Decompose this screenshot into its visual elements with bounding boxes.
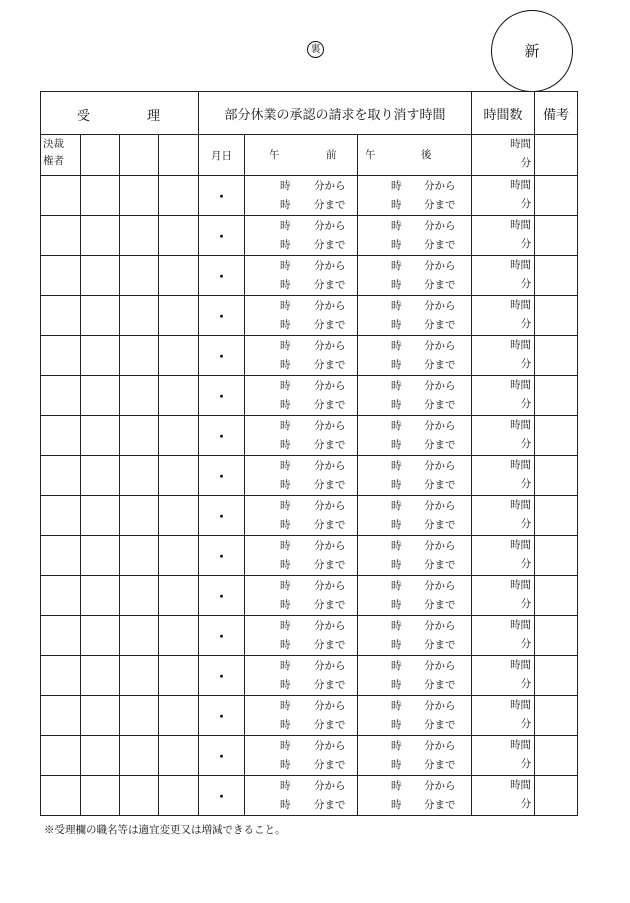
approver-cell[interactable]: [81, 736, 120, 776]
hours-cell[interactable]: 時間 分: [472, 456, 535, 496]
date-cell[interactable]: ・: [199, 416, 245, 456]
hours-cell[interactable]: 時間 分: [472, 736, 535, 776]
approver-cell[interactable]: [41, 256, 81, 296]
remarks-cell[interactable]: [535, 576, 578, 616]
table-row: [41, 736, 578, 776]
approver-cell[interactable]: [159, 616, 199, 656]
am-time-cell[interactable]: 時 分から 時 分まで: [245, 496, 358, 536]
remarks-cell[interactable]: [535, 776, 578, 816]
date-cell[interactable]: ・: [199, 176, 245, 216]
pm-time-cell[interactable]: 時 分から 時 分まで: [358, 656, 472, 696]
date-cell[interactable]: ・: [199, 616, 245, 656]
approver-cell[interactable]: [120, 616, 159, 656]
am-time-cell[interactable]: 時 分から 時 分まで: [245, 416, 358, 456]
hours-header: 時間数: [472, 92, 535, 135]
date-cell[interactable]: ・: [199, 336, 245, 376]
approver-cell[interactable]: [159, 496, 199, 536]
approver-cell[interactable]: [81, 656, 120, 696]
pm-time-cell[interactable]: 時 分から 時 分まで: [358, 576, 472, 616]
approver-cell[interactable]: [81, 296, 120, 336]
remarks-cell[interactable]: [535, 456, 578, 496]
am-time-cell[interactable]: 時 分から 時 分まで: [245, 656, 358, 696]
approver-cell[interactable]: [81, 336, 120, 376]
pm-time-cell[interactable]: 時 分から 時 分まで: [358, 296, 472, 336]
remarks-cell[interactable]: [535, 135, 578, 176]
footnote: ※受理欄の職名等は適宜変更又は増減できること。: [44, 824, 286, 836]
new-stamp: 新: [491, 10, 573, 92]
entry-rows: [41, 176, 578, 816]
approver-cell[interactable]: [159, 576, 199, 616]
am-time-cell[interactable]: 時 分から 時 分まで: [245, 176, 358, 216]
approver-cell[interactable]: [159, 736, 199, 776]
remarks-cell[interactable]: [535, 176, 578, 216]
remarks-cell[interactable]: [535, 376, 578, 416]
hours-cell[interactable]: 時間 分: [472, 216, 535, 256]
hours-cell[interactable]: 時間 分: [472, 296, 535, 336]
pm-time-cell[interactable]: 時 分から 時 分まで: [358, 416, 472, 456]
pm-time-cell[interactable]: 時 分から 時 分まで: [358, 216, 472, 256]
approver-cell[interactable]: [41, 456, 81, 496]
pm-time-cell[interactable]: 時 分から 時 分まで: [358, 456, 472, 496]
hours-cell[interactable]: 時間 分: [472, 776, 535, 816]
pm-time-cell[interactable]: 時 分から 時 分まで: [358, 696, 472, 736]
pm-time-cell[interactable]: 時 分から 時 分まで: [358, 496, 472, 536]
am-time-cell[interactable]: 時 分から 時 分まで: [245, 536, 358, 576]
date-cell[interactable]: ・: [199, 776, 245, 816]
approver-cell[interactable]: [81, 176, 120, 216]
approver-cell[interactable]: [120, 336, 159, 376]
approver-cell[interactable]: [159, 776, 199, 816]
date-cell[interactable]: ・: [199, 296, 245, 336]
approver-cell[interactable]: [41, 576, 81, 616]
am-time-cell[interactable]: 時 分から 時 分まで: [245, 616, 358, 656]
approver-cell[interactable]: [159, 456, 199, 496]
approver-cell[interactable]: [120, 456, 159, 496]
table-row: [41, 776, 578, 816]
hours-cell[interactable]: 時間 分: [472, 336, 535, 376]
date-cell[interactable]: ・: [199, 536, 245, 576]
approver-cell[interactable]: [41, 176, 81, 216]
title-header: 部分休業の承認の請求を取り消す時間: [199, 92, 472, 135]
approver-cell[interactable]: [41, 216, 81, 256]
approver-cell[interactable]: [159, 536, 199, 576]
approver-cell[interactable]: [81, 416, 120, 456]
approver-cell[interactable]: [41, 776, 81, 816]
remarks-cell[interactable]: [535, 256, 578, 296]
approver-cell[interactable]: [159, 696, 199, 736]
approver-cell[interactable]: [120, 376, 159, 416]
date-cell[interactable]: ・: [199, 576, 245, 616]
approver-cell[interactable]: [120, 416, 159, 456]
approver-cell[interactable]: [41, 336, 81, 376]
approver-cell[interactable]: [81, 256, 120, 296]
date-cell[interactable]: ・: [199, 696, 245, 736]
hours-cell[interactable]: 時間 分: [472, 416, 535, 456]
approver-cell[interactable]: [81, 456, 120, 496]
subheader-row: [41, 135, 578, 176]
remarks-cell[interactable]: [535, 496, 578, 536]
table-row: [41, 496, 578, 536]
approver-cell[interactable]: [120, 696, 159, 736]
approver-cell[interactable]: [81, 496, 120, 536]
kessai-label: 決裁 権者: [41, 135, 81, 176]
date-cell[interactable]: ・: [199, 376, 245, 416]
approver-cell[interactable]: [159, 376, 199, 416]
approver-cell[interactable]: [41, 496, 81, 536]
remarks-cell[interactable]: [535, 216, 578, 256]
hours-cell[interactable]: 時間 分: [472, 616, 535, 656]
am-time-cell[interactable]: 時 分から 時 分まで: [245, 736, 358, 776]
approver-cell[interactable]: [41, 736, 81, 776]
am-time-cell[interactable]: 時 分から 時 分まで: [245, 336, 358, 376]
approver-cell[interactable]: [120, 256, 159, 296]
date-cell[interactable]: ・: [199, 736, 245, 776]
table-row: [41, 296, 578, 336]
date-cell[interactable]: ・: [199, 456, 245, 496]
remarks-cell[interactable]: [535, 296, 578, 336]
remarks-cell[interactable]: [535, 736, 578, 776]
hours-cell[interactable]: 時間 分: [472, 536, 535, 576]
table-row: [41, 576, 578, 616]
approver-cell[interactable]: [120, 656, 159, 696]
approver-cell[interactable]: [120, 496, 159, 536]
approver-cell[interactable]: [159, 416, 199, 456]
hours-unit-header: 時間 分: [472, 135, 535, 176]
approver-cell[interactable]: [120, 176, 159, 216]
hours-cell[interactable]: 時間 分: [472, 256, 535, 296]
approver-cell[interactable]: [159, 216, 199, 256]
table-row: [41, 336, 578, 376]
remarks-header: 備考: [535, 92, 578, 135]
header-row: [41, 92, 578, 135]
approver-cell[interactable]: [159, 256, 199, 296]
pm-header: 午 後: [358, 135, 472, 176]
pm-time-cell[interactable]: 時 分から 時 分まで: [358, 536, 472, 576]
am-time-cell[interactable]: 時 分から 時 分まで: [245, 776, 358, 816]
approver-cell[interactable]: [81, 776, 120, 816]
approver-cell[interactable]: [81, 135, 120, 176]
am-time-cell[interactable]: 時 分から 時 分まで: [245, 576, 358, 616]
approver-cell[interactable]: [120, 135, 159, 176]
table-row: [41, 176, 578, 216]
table-row: [41, 456, 578, 496]
approver-cell[interactable]: [120, 536, 159, 576]
am-time-cell[interactable]: 時 分から 時 分まで: [245, 696, 358, 736]
month-day-header: 月日: [199, 135, 245, 176]
pm-time-cell[interactable]: 時 分から 時 分まで: [358, 256, 472, 296]
approver-cell[interactable]: [41, 416, 81, 456]
approver-cell[interactable]: [159, 135, 199, 176]
hours-cell[interactable]: 時間 分: [472, 656, 535, 696]
uketsuke-header: 受 理: [41, 92, 199, 135]
remarks-cell[interactable]: [535, 336, 578, 376]
remarks-cell[interactable]: [535, 616, 578, 656]
am-time-cell[interactable]: 時 分から 時 分まで: [245, 296, 358, 336]
approver-cell[interactable]: [41, 296, 81, 336]
approver-cell[interactable]: [41, 376, 81, 416]
ura-mark: 裏: [307, 41, 324, 58]
pm-time-cell[interactable]: 時 分から 時 分まで: [358, 736, 472, 776]
pm-time-cell[interactable]: 時 分から 時 分まで: [358, 776, 472, 816]
table-row: [41, 616, 578, 656]
table-row: [41, 656, 578, 696]
date-cell[interactable]: ・: [199, 496, 245, 536]
hours-cell[interactable]: 時間 分: [472, 696, 535, 736]
date-cell[interactable]: ・: [199, 656, 245, 696]
hours-cell[interactable]: 時間 分: [472, 576, 535, 616]
table-row: [41, 216, 578, 256]
table-row: [41, 696, 578, 736]
approver-cell[interactable]: [81, 216, 120, 256]
am-time-cell[interactable]: 時 分から 時 分まで: [245, 216, 358, 256]
table-row: [41, 416, 578, 456]
pm-time-cell[interactable]: 時 分から 時 分まで: [358, 616, 472, 656]
approver-cell[interactable]: [159, 656, 199, 696]
approver-cell[interactable]: [81, 616, 120, 656]
approver-cell[interactable]: [81, 576, 120, 616]
cancellation-form-table: [40, 91, 578, 816]
hours-cell[interactable]: 時間 分: [472, 496, 535, 536]
approver-cell[interactable]: [159, 296, 199, 336]
approver-cell[interactable]: [120, 296, 159, 336]
table-row: [41, 256, 578, 296]
approver-cell[interactable]: [41, 616, 81, 656]
table-row: [41, 536, 578, 576]
am-time-cell[interactable]: 時 分から 時 分まで: [245, 456, 358, 496]
approver-cell[interactable]: [120, 776, 159, 816]
am-time-cell[interactable]: 時 分から 時 分まで: [245, 376, 358, 416]
approver-cell[interactable]: [41, 696, 81, 736]
am-header: 午 前: [245, 135, 358, 176]
date-cell[interactable]: ・: [199, 256, 245, 296]
approver-cell[interactable]: [81, 536, 120, 576]
approver-cell[interactable]: [120, 576, 159, 616]
approver-cell[interactable]: [159, 336, 199, 376]
am-time-cell[interactable]: 時 分から 時 分まで: [245, 256, 358, 296]
remarks-cell[interactable]: [535, 536, 578, 576]
hours-cell[interactable]: 時間 分: [472, 176, 535, 216]
approver-cell[interactable]: [120, 736, 159, 776]
pm-time-cell[interactable]: 時 分から 時 分まで: [358, 176, 472, 216]
remarks-cell[interactable]: [535, 696, 578, 736]
approver-cell[interactable]: [120, 216, 159, 256]
approver-cell[interactable]: [81, 696, 120, 736]
table-row: [41, 376, 578, 416]
approver-cell[interactable]: [41, 656, 81, 696]
approver-cell[interactable]: [81, 376, 120, 416]
hours-cell[interactable]: 時間 分: [472, 376, 535, 416]
approver-cell[interactable]: [41, 536, 81, 576]
pm-time-cell[interactable]: 時 分から 時 分まで: [358, 376, 472, 416]
remarks-cell[interactable]: [535, 656, 578, 696]
date-cell[interactable]: ・: [199, 216, 245, 256]
pm-time-cell[interactable]: 時 分から 時 分まで: [358, 336, 472, 376]
remarks-cell[interactable]: [535, 416, 578, 456]
approver-cell[interactable]: [159, 176, 199, 216]
